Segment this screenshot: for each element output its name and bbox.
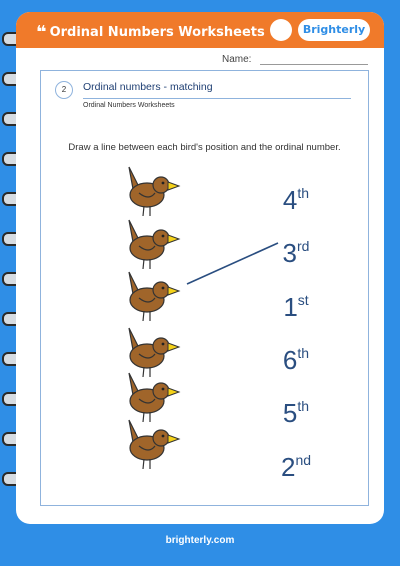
task-frame xyxy=(40,70,369,506)
ordinal-suffix: nd xyxy=(295,452,312,468)
ordinal-number: 2 xyxy=(280,452,296,482)
circle-icon xyxy=(270,19,292,41)
spark-icon: ✳ xyxy=(329,12,336,19)
footer-url[interactable]: brighterly.com xyxy=(165,535,235,546)
ordinal-3rd[interactable] xyxy=(251,231,341,268)
ordinal-number: 3 xyxy=(282,238,297,268)
ordinal-4th[interactable] xyxy=(251,178,341,215)
ordinal-2nd[interactable] xyxy=(251,445,341,482)
quote-icon: ❝ xyxy=(36,22,47,43)
header-bar xyxy=(16,12,384,48)
worksheet-page xyxy=(16,12,384,524)
ordinal-number: 6 xyxy=(282,345,298,375)
task-subtitle: Ordinal Numbers Worksheets xyxy=(83,102,175,109)
page-title xyxy=(36,20,265,41)
ordinal-6th[interactable] xyxy=(251,338,341,375)
ordinal-suffix: th xyxy=(297,398,310,414)
ordinal-5th[interactable] xyxy=(251,391,341,428)
task-title: Ordinal numbers - matching xyxy=(83,81,213,93)
ordinal-number: 5 xyxy=(282,398,298,428)
ordinal-1st[interactable] xyxy=(251,285,341,322)
brighterly-logo[interactable] xyxy=(298,12,370,41)
ordinal-suffix: st xyxy=(297,292,309,308)
instruction-text: Draw a line between each bird's position and the ordinal number. xyxy=(68,142,341,153)
ordinal-suffix: rd xyxy=(297,238,310,254)
logo-text: Brighterly xyxy=(302,23,366,36)
ordinal-number: 4 xyxy=(282,185,298,215)
ordinal-suffix: th xyxy=(297,185,310,201)
ordinal-suffix: th xyxy=(297,345,310,361)
ordinal-number: 1 xyxy=(283,292,298,322)
page-title-text: Ordinal Numbers Worksheets xyxy=(49,25,265,40)
name-field-line[interactable] xyxy=(260,64,368,65)
task-number-badge: 2 xyxy=(55,81,73,99)
name-label: Name: xyxy=(222,54,252,65)
